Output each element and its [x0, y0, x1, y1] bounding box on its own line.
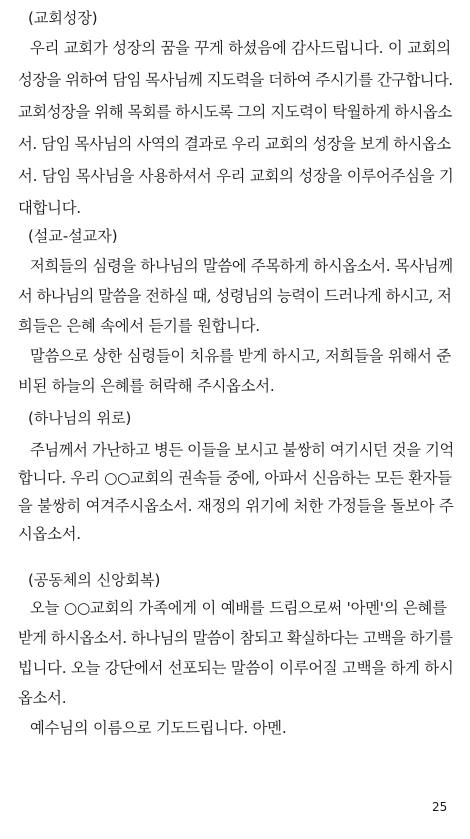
paragraph-line: 합니다. 우리 ○○교회의 권속들 중에, 아파서 신음하는 모든 환자들: [18, 469, 452, 487]
paragraph-line: 주님께서 가난하고 병든 이들을 보시고 불쌍히 여기시던 것을 기억: [30, 441, 454, 459]
paragraph-line: 서. 담임 목사님을 사용하셔서 우리 교회의 성장을 이루어주심을 기: [18, 167, 454, 185]
paragraph-line: 우리 교회가 성장의 꿈을 꾸게 하셨음에 감사드립니다. 이 교회의: [30, 39, 451, 57]
paragraph-line: 말씀으로 상한 심령들이 치유를 받게 하시고, 저희들을 위해서 준: [30, 347, 451, 365]
paragraph-line: 희들은 은혜 속에서 듣기를 원합니다.: [18, 317, 260, 335]
section-heading: (교회성장): [28, 9, 98, 27]
section-heading: (하나님의 위로): [28, 409, 132, 427]
section-heading: (설교-설교자): [28, 227, 118, 245]
paragraph-line: 시옵소서.: [18, 525, 81, 543]
paragraph-line: 빕니다. 오늘 강단에서 선포되는 말씀이 이루어질 고백을 하게 하시: [18, 659, 454, 677]
paragraph-line: 저희들의 심령을 하나님의 말씀에 주목하게 하시옵소서. 목사님께: [30, 257, 453, 275]
paragraph-line: 옵소서.: [18, 689, 67, 707]
paragraph-line: 서. 담임 목사님의 사역의 결과로 우리 교회의 성장을 보게 하시옵소: [18, 135, 451, 153]
paragraph-line: 비된 하늘의 은혜를 허락해 주시옵소서.: [18, 377, 275, 395]
paragraph-line: 을 불쌍히 여겨주시옵소서. 재정의 위기에 처한 가정들을 돌보아 주: [18, 497, 454, 515]
paragraph-line: 교회성장을 위해 목회를 하시도록 그의 지도력이 탁월하게 하시옵소: [18, 103, 452, 121]
paragraph-line: 성장을 위하여 담임 목사님께 지도력을 더하여 주시기를 간구합니다.: [18, 71, 453, 89]
section-heading: (공동체의 신앙회복): [28, 571, 161, 589]
paragraph-line: 서 하나님의 말씀을 전하실 때, 성령님의 능력이 드러나게 하시고, 저: [18, 287, 452, 305]
paragraph-line: 예수님의 이름으로 기도드립니다. 아멘.: [30, 719, 287, 737]
page-number: 25: [432, 800, 448, 814]
paragraph-line: 받게 하시옵소서. 하나님의 말씀이 참되고 확실하다는 고백을 하기를: [18, 629, 453, 647]
paragraph-line: 오늘 ○○교회의 가족에게 이 예배를 드림으로써 '아멘'의 은혜를: [30, 599, 447, 617]
paragraph-line: 대합니다.: [18, 199, 81, 217]
